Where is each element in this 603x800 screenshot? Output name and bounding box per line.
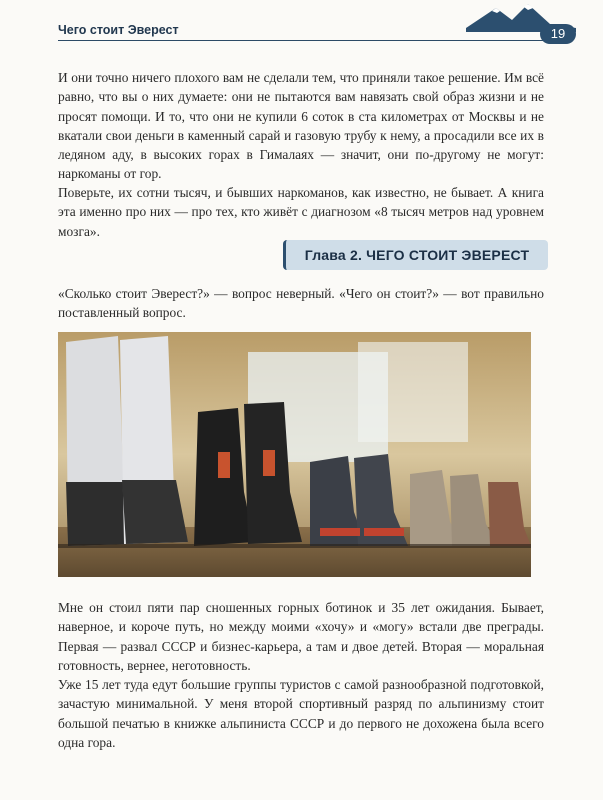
boots-photo	[58, 332, 531, 577]
paragraph-5: Уже 15 лет туда едут большие группы туристов с самой разнообразной подготовкой, зачастую минимальной. У меня второй спортивный разряд по альпинизму стоит большой печатью в книжке альпиниста СССР и до первого не дохожена была всего одна гора.	[58, 677, 544, 750]
boots-illustration	[58, 332, 531, 577]
paragraph-1: И они точно ничего плохого вам не сделали тем, что приняли такое решение. Им всё равно, что вы о них думаете: они не пытаются вам навязать свой образ жизни и не просят помощи. И то, что они не купили 6 соток в ста километрах от Москвы и не вкатали свои деньги в каменный сарай и газовую трубу к нему, а просадили все их в ледяном аду, в высоких горах в Гималаях — значит, они по-другому не могут: наркоманы от гор.	[58, 70, 544, 182]
running-title: Чего стоит Эверест	[58, 23, 179, 37]
chapter-title: Глава 2. ЧЕГО СТОИТ ЭВЕРЕСТ	[304, 247, 530, 263]
header-rule	[58, 40, 548, 41]
page-number: 19	[540, 24, 576, 44]
paragraph-3: «Сколько стоит Эверест?» — вопрос неверный. «Чего он стоит?» — вот правильно поставленный вопрос.	[58, 286, 544, 321]
chapter-heading-bar	[283, 240, 548, 270]
page-header	[0, 0, 603, 48]
paragraph-4: Мне он стоил пяти пар сношенных горных ботинок и 35 лет ожидания. Бывает, наверное, и короче путь, но между моими «хочу» и «могу» встали две преграды. Первая — развал СССР и бизнес-карьера, а там и двое детей. Вторая — моральная готовность, вернее, неготовность.	[58, 600, 544, 673]
paragraph-2: Поверьте, их сотни тысяч, и бывших наркоманов, как известно, не бывает. А книга эта именно про них — про тех, кто живёт с диагнозом «8 тысяч метров над уровнем мозга».	[58, 185, 544, 239]
